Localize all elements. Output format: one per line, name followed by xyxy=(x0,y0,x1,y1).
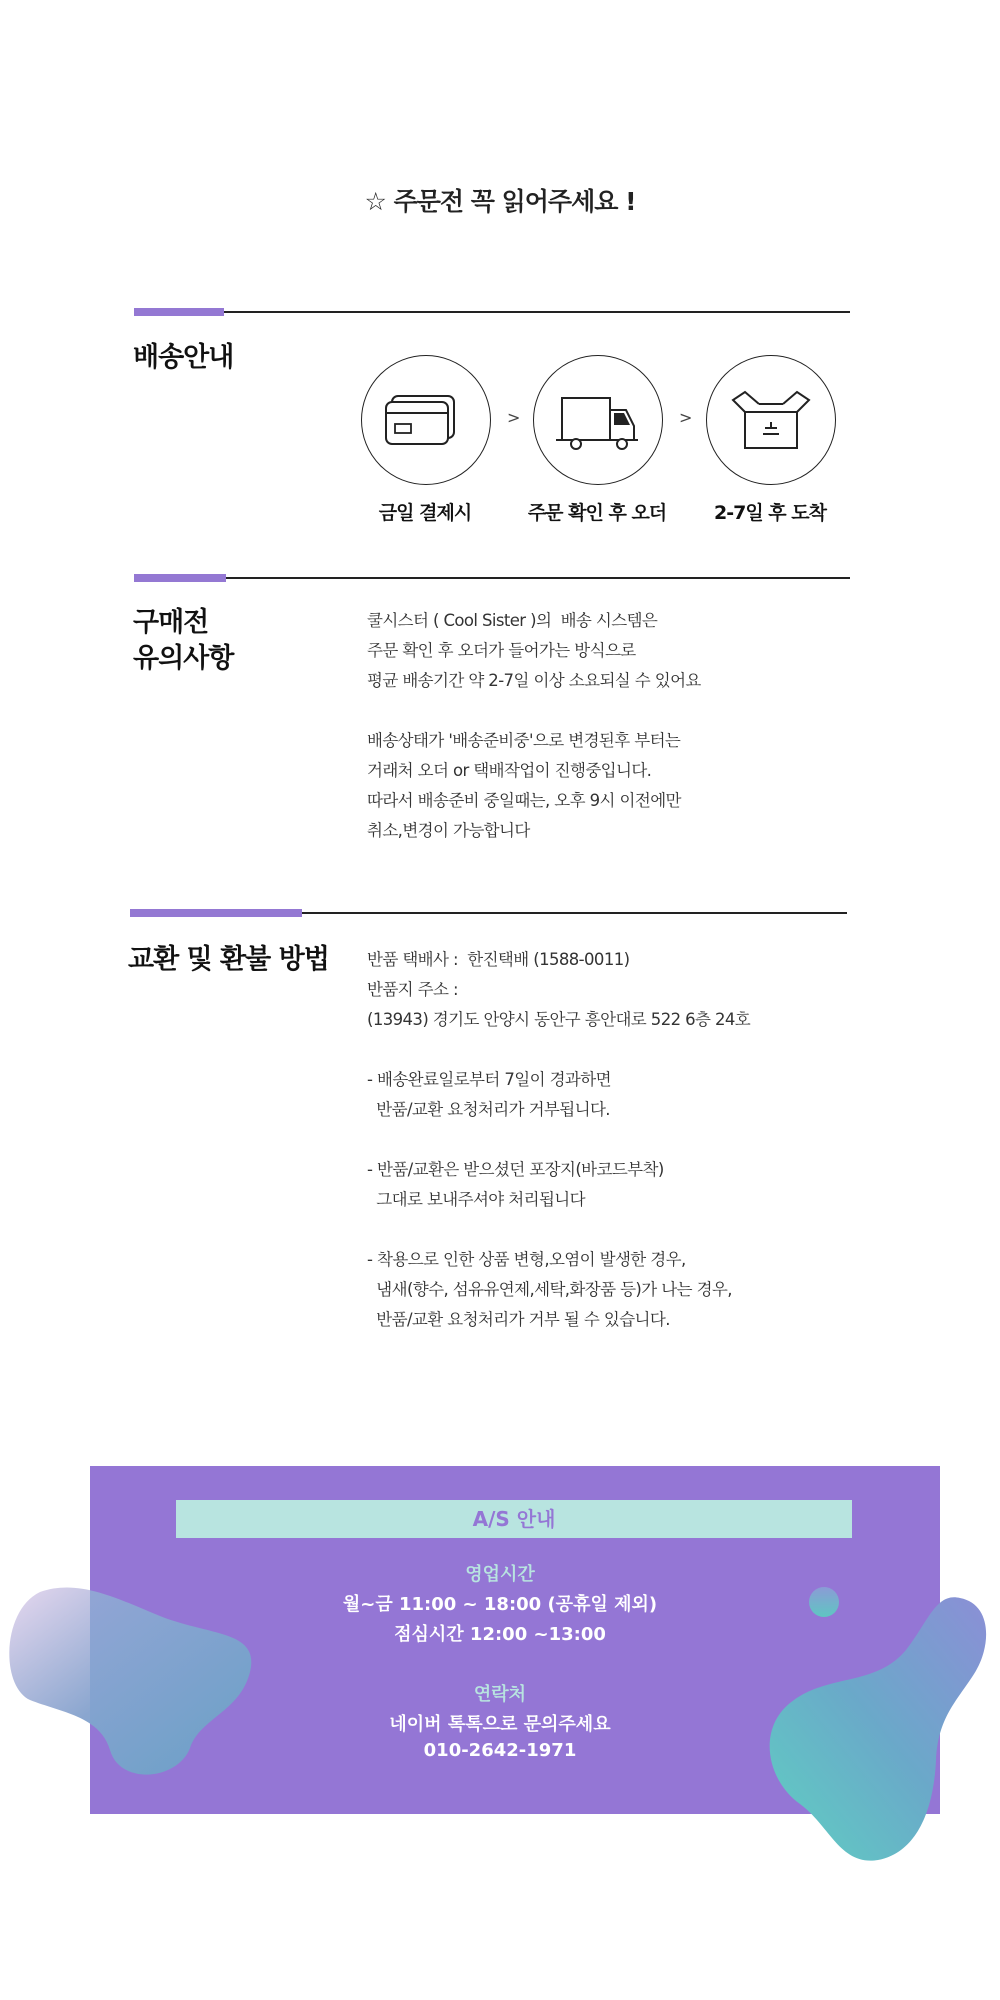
section-divider xyxy=(134,577,850,579)
precautions-line: 쿨시스터 ( Cool Sister )의 배송 시스템은 xyxy=(367,611,658,630)
exchange-line: 냄새(향수, 섬유유연제,세탁,화장품 등)가 나는 경우, xyxy=(367,1280,732,1299)
exchange-line: 반품/교환 요청처리가 거부 될 수 있습니다. xyxy=(367,1310,670,1329)
exchange-line: (13943) 경기도 안양시 동안구 흥안대로 522 6층 24호 xyxy=(367,1010,751,1029)
precautions-line: 평균 배송기간 약 2-7일 이상 소요되실 수 있어요 xyxy=(367,671,701,690)
exchange-line: 반품/교환 요청처리가 거부됩니다. xyxy=(367,1100,610,1119)
step-arrow-1: > xyxy=(507,408,521,427)
precautions-line: 취소,변경이 가능합니다 xyxy=(367,821,530,840)
precautions-title-line2: 유의사항 xyxy=(133,643,234,674)
precautions-body xyxy=(367,606,701,846)
exchange-body xyxy=(367,945,750,1335)
section-accent-bar xyxy=(130,909,302,917)
precautions-line: 배송상태가 '배송준비중'으로 변경된후 부터는 xyxy=(367,731,681,750)
box-icon xyxy=(707,356,835,484)
as-contact-label: 연락처 xyxy=(473,1684,527,1705)
section-accent-bar xyxy=(134,308,224,316)
precautions-title-line1: 구매전 xyxy=(133,607,209,638)
step-payment-circle xyxy=(361,355,491,485)
step-label-payment: 금일 결제시 xyxy=(378,502,472,524)
section-divider xyxy=(134,311,850,313)
notice-title: ☆ 주문전 꼭 읽어주세요 ! xyxy=(364,187,636,216)
precautions-title xyxy=(133,605,233,677)
as-hours-line2: 점심시간 12:00 ~13:00 xyxy=(394,1624,606,1645)
truck-icon xyxy=(534,356,662,484)
exchange-line: 그대로 보내주셔야 처리됩니다 xyxy=(367,1190,585,1209)
exchange-line: - 착용으로 인한 상품 변형,오염이 발생한 경우, xyxy=(367,1250,686,1269)
exchange-line: 반품 택배사 : 한진택배 (1588-0011) xyxy=(367,950,630,969)
as-contact-line1: 네이버 톡톡으로 문의주세요 xyxy=(389,1714,611,1735)
exchange-line: - 배송완료일로부터 7일이 경과하면 xyxy=(367,1070,611,1089)
credit-card-icon xyxy=(362,356,490,484)
as-contact-line2: 010-2642-1971 xyxy=(423,1740,577,1761)
as-hours-line1: 월~금 11:00 ~ 18:00 (공휴일 제외) xyxy=(342,1594,658,1615)
step-label-arrival: 2-7일 후 도착 xyxy=(714,502,826,524)
step-arrow-2: > xyxy=(679,408,693,427)
step-label-order: 주문 확인 후 오더 xyxy=(527,502,667,524)
step-arrival-circle xyxy=(706,355,836,485)
precautions-line: 따라서 배송준비 중일때는, 오후 9시 이전에만 xyxy=(367,791,681,810)
step-order-circle xyxy=(533,355,663,485)
precautions-line: 거래처 오더 or 택배작업이 진행중입니다. xyxy=(367,761,652,780)
precautions-line: 주문 확인 후 오더가 들어가는 방식으로 xyxy=(367,641,636,660)
as-hours-label: 영업시간 xyxy=(465,1564,535,1585)
exchange-line: - 반품/교환은 받으셨던 포장지(바코드부착) xyxy=(367,1160,664,1179)
exchange-title: 교환 및 환불 방법 xyxy=(128,944,329,975)
section-accent-bar xyxy=(134,574,226,582)
exchange-line: 반품지 주소 : xyxy=(367,980,458,999)
shipping-title: 배송안내 xyxy=(133,342,234,373)
as-header: A/S 안내 xyxy=(176,1500,852,1538)
